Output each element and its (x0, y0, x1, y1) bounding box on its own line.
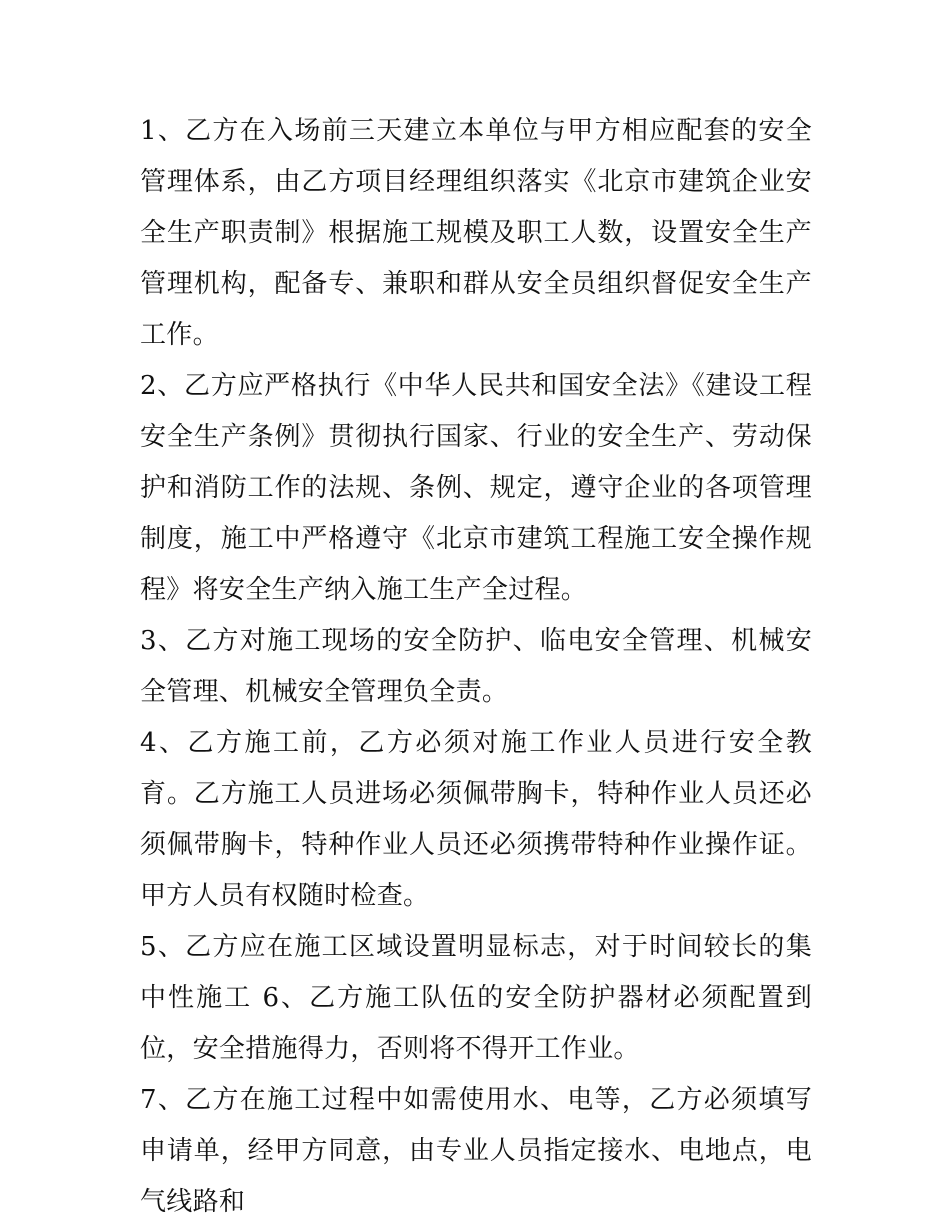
clause-5-6-paragraph: 5、乙方应在施工区域设置明显标志，对于时间较长的集中性施工 6、乙方施工队伍的安全防护器材必须配置到位，安全措施得力，否则将不得开工作业。 (140, 932, 812, 1064)
clause-3-paragraph: 3、乙方对施工现场的安全防护、临电安全管理、机械安全管理、机械安全管理负全责。 (140, 626, 812, 707)
document-page (140, 106, 812, 1228)
clause-2-paragraph: 2、乙方应严格执行《中华人民共和国安全法》《建设工程安全生产条例》贯彻执行国家、行业的安全生产、劳动保护和消防工作的法规、条例、规定，遵守企业的各项管理制度，施工中严格遵守《北京市建筑工程施工安全操作规程》将安全生产纳入施工生产全过程。 (140, 371, 812, 605)
clause-7-paragraph: 7、乙方在施工过程中如需使用水、电等，乙方必须填写申请单，经甲方同意，由专业人员指定接水、电地点，电气线路和 (140, 1085, 812, 1217)
clause-1-paragraph: 1、乙方在入场前三天建立本单位与甲方相应配套的安全管理体系，由乙方项目经理组织落实《北京市建筑企业安全生产职责制》根据施工规模及职工人数，设置安全生产管理机构，配备专、兼职和群从安全员组织督促安全生产工作。 (140, 116, 812, 350)
clause-4-paragraph: 4、乙方施工前，乙方必须对施工作业人员进行安全教育。乙方施工人员进场必须佩带胸卡，特种作业人员还必须佩带胸卡，特种作业人员还必须携带特种作业操作证。甲方人员有权随时检查。 (140, 728, 812, 911)
